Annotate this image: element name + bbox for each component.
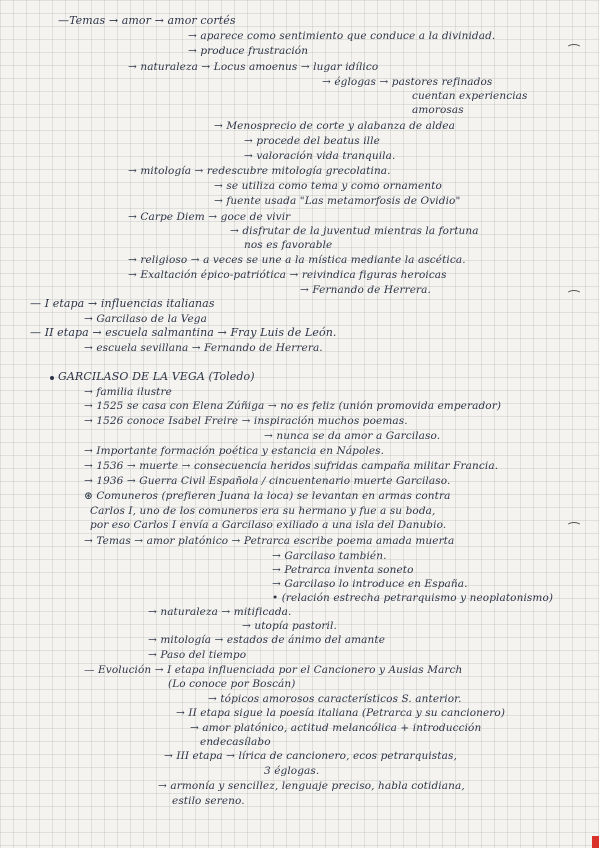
note-line: → 1936 → Guerra Civil Española / cincuentenario muerte Garcilaso. [84,475,451,487]
note-line: amorosas [412,104,464,116]
note-line: — II etapa → escuela salmantina → Fray Luis de León. [30,326,337,339]
note-line: cuentan experiencias [412,90,528,102]
note-line: → mitología → estados de ánimo del amante [148,634,386,646]
ring-hole-icon [566,44,582,54]
note-line: → aparece como sentimiento que conduce a la divinidad. [188,30,496,42]
ring-hole-icon [566,290,582,300]
note-line: • (relación estrecha petrarquismo y neoplatonismo) [272,592,554,604]
note-line: → escuela sevillana → Fernando de Herrera. [84,342,323,354]
note-line: → Exaltación épico-patriótica → reivindica figuras heroicas [128,269,447,281]
note-line: —Temas → amor → amor cortés [58,14,236,27]
note-line: → Petrarca inventa soneto [272,564,414,576]
note-line: → disfrutar de la juventud mientras la fortuna [230,225,479,237]
note-line: → Carpe Diem → goce de vivir [128,211,291,223]
note-line: → mitología → redescubre mitología grecolatina. [128,165,391,177]
note-line: → III etapa → lírica de cancionero, ecos petrarquistas, [164,750,457,762]
note-line: → armonía y sencillez, lenguaje preciso, habla cotidiana, [158,780,465,792]
note-line: → naturaleza → Locus amoenus → lugar idílico [128,61,379,73]
note-line: → Menosprecio de corte y alabanza de aldea [214,120,455,132]
ring-hole-icon [566,522,582,532]
note-line: → Garcilaso de la Vega [84,313,207,325]
section-bullet [50,376,54,380]
note-line: nos es favorable [244,239,333,251]
note-line: → Importante formación poética y estancia en Nápoles. [84,445,385,457]
section-heading: GARCILASO DE LA VEGA (Toledo) [58,370,255,383]
note-line: por eso Carlos I envía a Garcilaso exiliado a una isla del Danubio. [90,519,447,531]
note-line: → Garcilaso también. [272,550,387,562]
note-line: → valoración vida tranquila. [244,150,396,162]
note-line: Carlos I, uno de los comuneros era su hermano y fue a su boda, [90,505,436,517]
note-line: estilo sereno. [172,795,245,807]
note-line: → tópicos amorosos característicos S. anterior. [208,693,462,705]
note-line: → naturaleza → mitificada. [148,606,292,618]
note-line: → amor platónico, actitud melancólica + introducción [190,722,482,734]
page-edge-mark [592,836,599,848]
note-line: endecasílabo [200,736,271,748]
note-line: → II etapa sigue la poesía italiana (Petrarca y su cancionero) [176,707,506,719]
note-line: → familia ilustre [84,386,172,398]
note-line: → 1526 conoce Isabel Freire → inspiración muchos poemas. [84,415,408,427]
note-line: 3 églogas. [264,765,320,777]
note-line: → Temas → amor platónico → Petrarca escribe poema amada muerta [84,535,455,547]
note-line: → utopía pastoril. [242,620,337,632]
note-line: → fuente usada "Las metamorfosis de Ovidio" [214,195,461,207]
note-line: — Evolución → I etapa influenciada por el Cancionero y Ausias March [84,664,463,676]
note-line: → Paso del tiempo [148,649,247,661]
note-line: → 1536 → muerte → consecuencia heridos sufridas campaña militar Francia. [84,460,499,472]
note-line: → Garcilaso lo introduce en España. [272,578,468,590]
note-line: → procede del beatus ille [244,135,380,147]
note-line: → églogas → pastores refinados [322,76,493,88]
note-line: (Lo conoce por Boscán) [168,678,296,690]
note-line: → se utiliza como tema y como ornamento [214,180,442,192]
note-line: → 1525 se casa con Elena Zúñiga → no es feliz (unión promovida emperador) [84,400,502,412]
note-line: → religioso → a veces se une a la mística mediante la ascética. [128,254,466,266]
note-line: ⊛ Comuneros (prefieren Juana la loca) se levantan en armas contra [84,490,451,502]
note-line: → nunca se da amor a Garcilaso. [264,430,441,442]
note-line: — I etapa → influencias italianas [30,297,215,310]
note-line: → produce frustración [188,45,309,57]
note-line: → Fernando de Herrera. [300,284,431,296]
